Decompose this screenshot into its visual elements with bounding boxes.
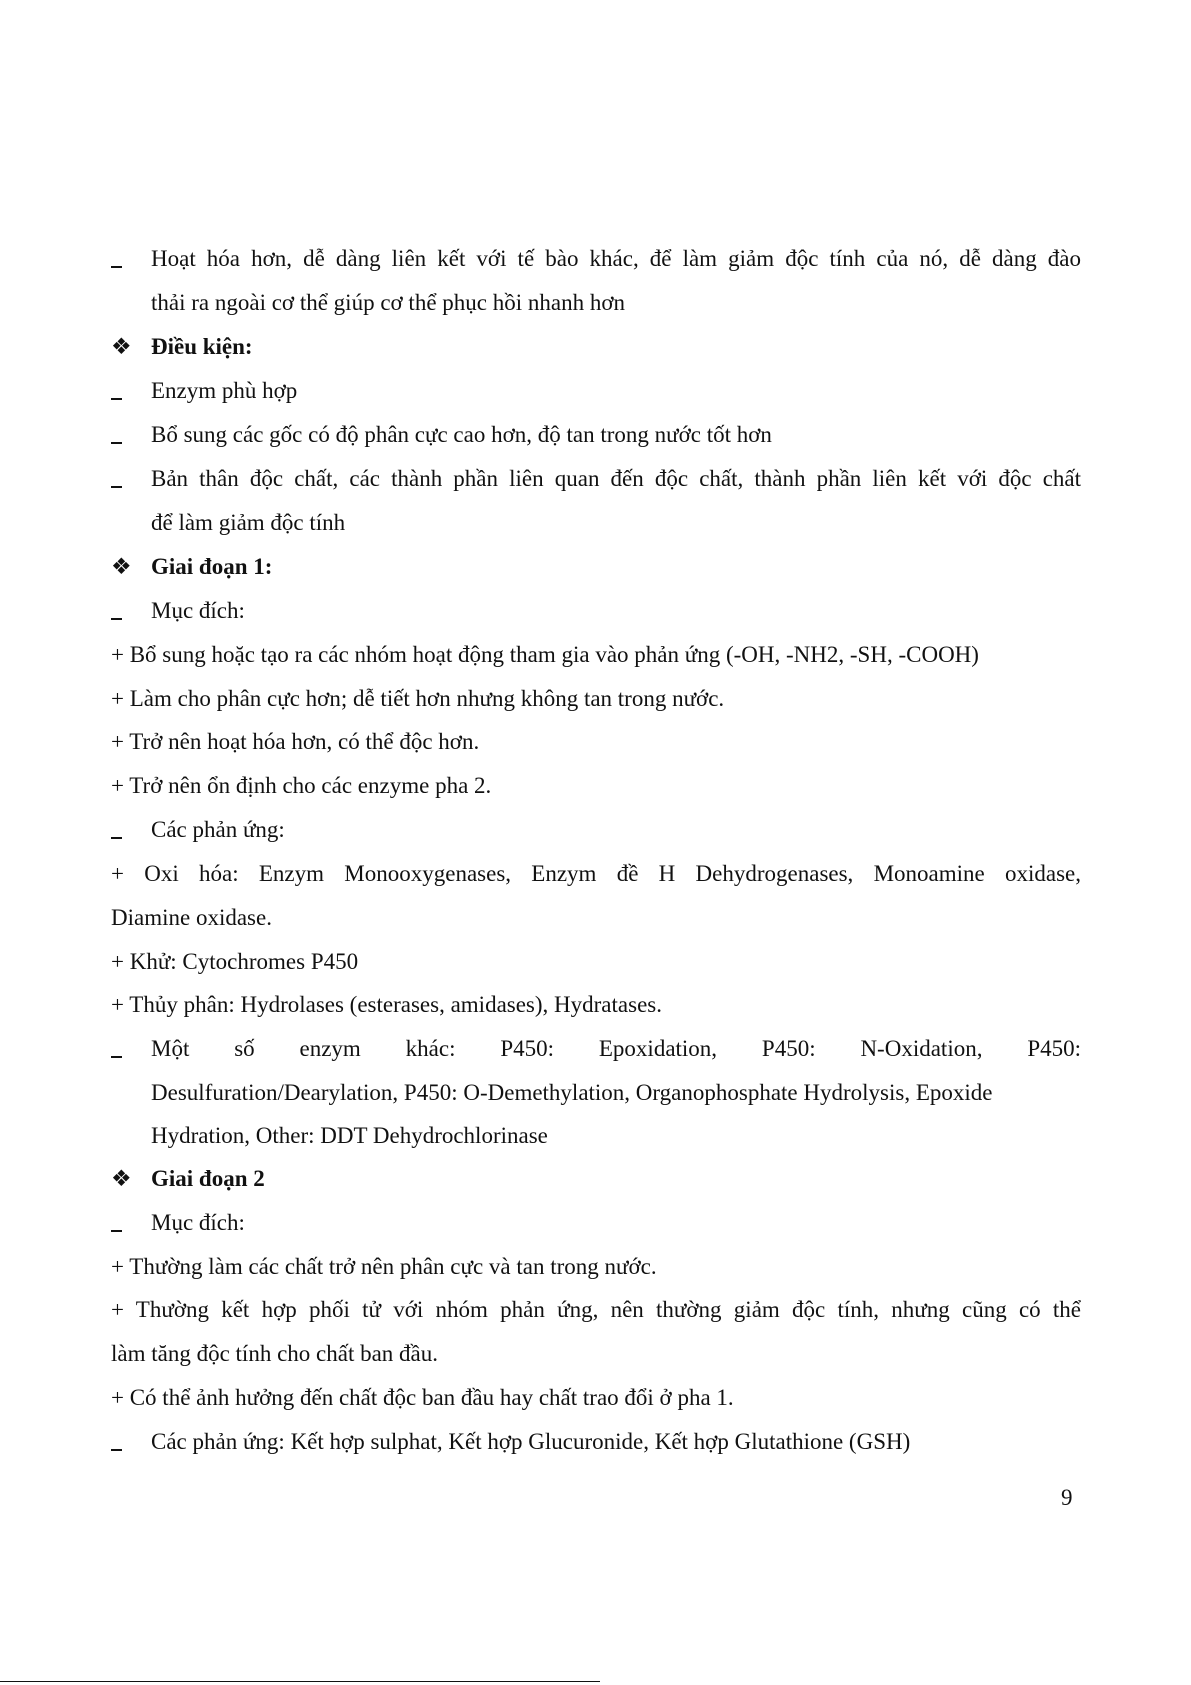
diamond-bullet-icon: ❖ bbox=[111, 1166, 132, 1191]
plus-item: + Oxi hóa: Enzym Monooxygenases, Enzym đề H Dehydrogenases, Monoamine oxidase, bbox=[111, 861, 1081, 886]
heading-text: Điều kiện: bbox=[151, 334, 253, 359]
bullet-text: Một số enzym khác: P450: Epoxidation, P450: N-Oxidation, P450: bbox=[151, 1036, 1081, 1061]
bullet-text: Mục đích: bbox=[151, 598, 245, 623]
plus-item: + Trở nên hoạt hóa hơn, có thể độc hơn. bbox=[111, 729, 480, 754]
diamond-bullet-icon: ❖ bbox=[111, 334, 132, 359]
bullet-text: Bản thân độc chất, các thành phần liên quan đến độc chất, thành phần liên kết với độc chất bbox=[151, 466, 1081, 491]
plus-item: + Làm cho phân cực hơn; dễ tiết hơn nhưng không tan trong nước. bbox=[111, 686, 725, 711]
plus-item: + Khử: Cytochromes P450 bbox=[111, 949, 359, 974]
bullet-text: Hoạt hóa hơn, dễ dàng liên kết với tế bào khác, để làm giảm độc tính của nó, dễ dàng đào bbox=[151, 246, 1081, 271]
plus-continuation: Diamine oxidase. bbox=[111, 905, 272, 930]
plus-continuation: làm tăng độc tính cho chất ban đầu. bbox=[111, 1341, 439, 1366]
plus-item: + Thường làm các chất trở nên phân cực và tan trong nước. bbox=[111, 1254, 657, 1279]
section-heading-dieu-kien bbox=[111, 332, 253, 362]
heading-text: Giai đoạn 2 bbox=[151, 1166, 265, 1191]
plus-item: + Bổ sung hoặc tạo ra các nhóm hoạt động tham gia vào phản ứng (-OH, -NH2, -SH, -COOH) bbox=[111, 642, 979, 667]
plus-item: + Có thể ảnh hưởng đến chất độc ban đầu hay chất trao đổi ở pha 1. bbox=[111, 1385, 734, 1410]
bullet-text: Các phản ứng: Kết hợp sulphat, Kết hợp Glucuronide, Kết hợp Glutathione (GSH) bbox=[151, 1429, 911, 1454]
plus-item: + Trở nên ổn định cho các enzyme pha 2. bbox=[111, 773, 492, 798]
section-heading-giai-doan-2 bbox=[111, 1164, 265, 1194]
plus-item: + Thủy phân: Hydrolases (esterases, amidases), Hydratases. bbox=[111, 992, 662, 1017]
bullet-continuation: Hydration, Other: DDT Dehydrochlorinase bbox=[151, 1123, 548, 1148]
bullet-text: Bổ sung các gốc có độ phân cực cao hơn, độ tan trong nước tốt hơn bbox=[151, 422, 772, 447]
bullet-text: Các phản ứng: bbox=[151, 817, 285, 842]
section-heading-giai-doan-1 bbox=[111, 552, 272, 582]
page-number: 9 bbox=[1061, 1485, 1073, 1510]
bullet-continuation: để làm giảm độc tính bbox=[151, 510, 346, 535]
heading-text: Giai đoạn 1: bbox=[151, 554, 273, 579]
plus-item: + Thường kết hợp phối tử với nhóm phản ứng, nên thường giảm độc tính, nhưng cũng có thể bbox=[111, 1297, 1081, 1322]
diamond-bullet-icon: ❖ bbox=[111, 554, 132, 579]
bullet-continuation: thải ra ngoài cơ thể giúp cơ thể phục hồi nhanh hơn bbox=[151, 290, 626, 315]
bullet-continuation: Desulfuration/Dearylation, P450: O-Demethylation, Organophosphate Hydrolysis, Epoxide bbox=[151, 1080, 993, 1105]
bullet-text: Mục đích: bbox=[151, 1210, 245, 1235]
footer-divider bbox=[0, 1681, 600, 1682]
bullet-text: Enzym phù hợp bbox=[151, 378, 298, 403]
